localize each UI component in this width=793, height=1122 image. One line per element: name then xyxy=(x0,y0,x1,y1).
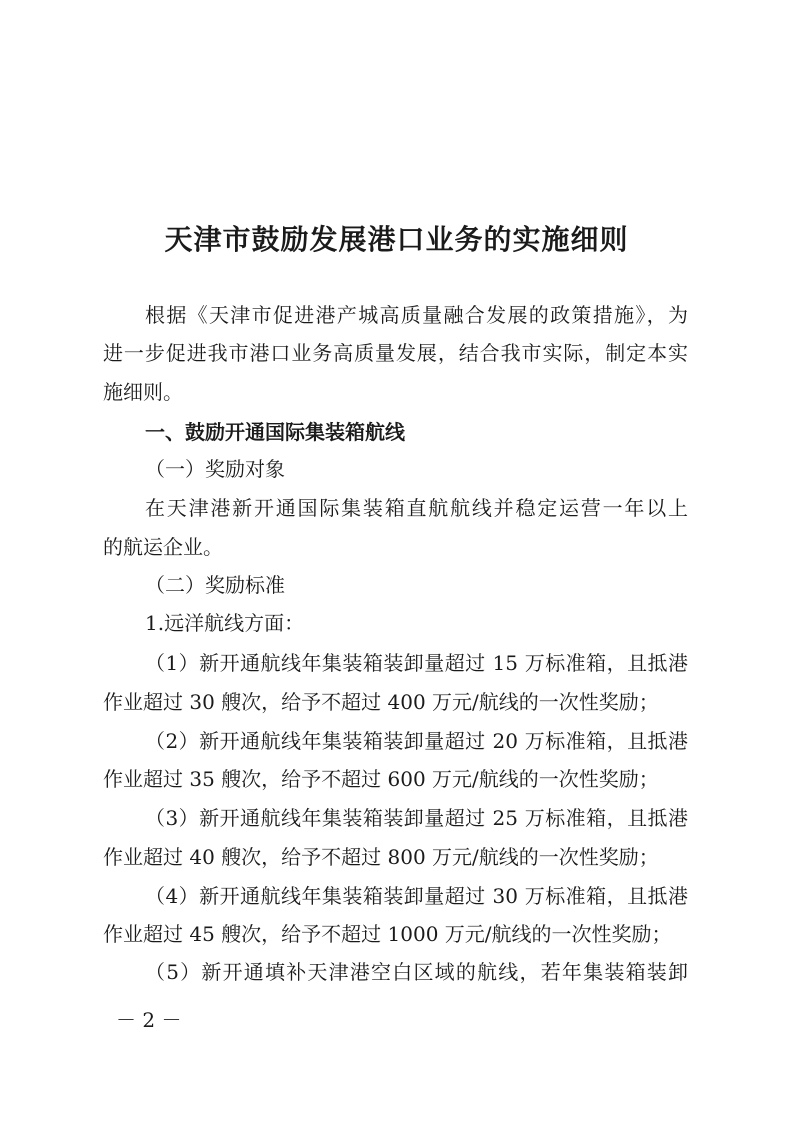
rule-line: 作业超过 45 艘次，给予不超过 1000 万元/航线的一次性奖励； xyxy=(103,922,672,946)
rule-line: 作业超过 40 艘次，给予不超过 800 万元/航线的一次性奖励； xyxy=(103,845,659,869)
body-line: 的航运企业。 xyxy=(103,535,223,559)
rule-line: （2）新开通航线年集装箱装卸量超过 20 万标准箱，且抵港 xyxy=(145,729,688,753)
rule-line: （3）新开通航线年集装箱装卸量超过 25 万标准箱，且抵港 xyxy=(145,806,688,830)
rule-line: （4）新开通航线年集装箱装卸量超过 30 万标准箱，且抵港 xyxy=(145,884,688,908)
page-number: － 2 － xyxy=(116,1008,182,1032)
document-title: 天津市鼓励发展港口业务的实施细则 xyxy=(164,223,629,256)
intro-line: 进一步促进我市港口业务高质量发展，结合我市实际，制定本实 xyxy=(103,341,688,365)
intro-line: 施细则。 xyxy=(103,380,183,404)
rule-line: 作业超过 30 艘次，给予不超过 400 万元/航线的一次性奖励； xyxy=(103,690,659,714)
rule-line: 作业超过 35 艘次，给予不超过 600 万元/航线的一次性奖励； xyxy=(103,767,659,791)
section-heading: 一、鼓励开通国际集装箱航线 xyxy=(145,420,405,444)
body-line: 在天津港新开通国际集装箱直航航线并稳定运营一年以上 xyxy=(145,496,688,520)
item-heading: 1.远洋航线方面： xyxy=(145,611,305,635)
intro-line: 根据《天津市促进港产城高质量融合发展的政策措施》，为 xyxy=(145,303,688,327)
subsection-heading: （二）奖励标准 xyxy=(145,573,285,597)
subsection-heading: （一）奖励对象 xyxy=(145,457,285,481)
rule-line: （5）新开通填补天津港空白区域的航线，若年集装箱装卸 xyxy=(145,960,688,984)
rule-line: （1）新开通航线年集装箱装卸量超过 15 万标准箱，且抵港 xyxy=(145,651,688,675)
